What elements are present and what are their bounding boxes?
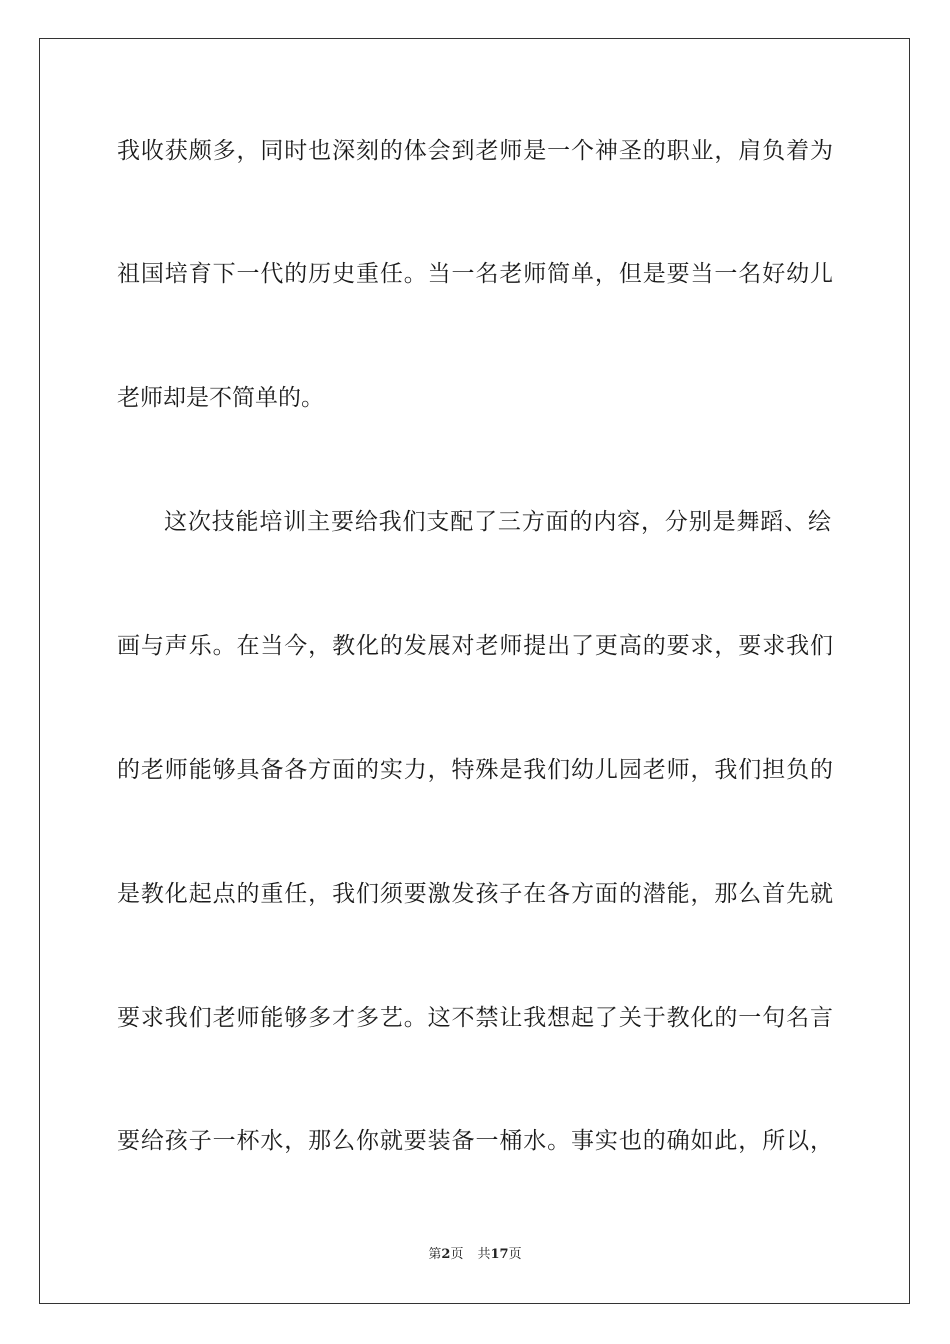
text-line-6: 的老师能够具备各方面的实力，特殊是我们幼儿园老师，我们担负的 — [117, 757, 833, 783]
text-line-8: 要求我们老师能够多才多艺。这不禁让我想起了关于教化的一句名言 — [117, 1005, 833, 1031]
total-page-count: 17 — [490, 1247, 509, 1262]
page-border — [39, 38, 910, 1304]
text-line-3: 老师却是不简单的。 — [117, 385, 324, 411]
page-footer — [0, 1246, 950, 1264]
text-line-2: 祖国培育下一代的历史重任。当一名老师简单，但是要当一名好幼儿 — [117, 261, 833, 287]
text-line-7: 是教化起点的重任，我们须要激发孩子在各方面的潜能，那么首先就 — [117, 881, 833, 907]
page-prefix: 第 — [428, 1247, 442, 1262]
text-line-1: 我收获颇多，同时也深刻的体会到老师是一个神圣的职业，肩负着为 — [117, 138, 833, 164]
total-suffix: 页 — [508, 1247, 522, 1262]
total-prefix: 共 — [477, 1247, 491, 1262]
current-page-number: 2 — [441, 1247, 451, 1262]
text-line-9: 要给孩子一杯水，那么你就要装备一桶水。事实也的确如此，所以， — [117, 1128, 833, 1154]
paragraph-start-line: 这次技能培训主要给我们支配了三方面的内容，分别是舞蹈、绘 — [164, 509, 831, 535]
text-line-5: 画与声乐。在当今，教化的发展对老师提出了更高的要求，要求我们 — [117, 633, 833, 659]
page-suffix: 页 — [450, 1247, 464, 1262]
